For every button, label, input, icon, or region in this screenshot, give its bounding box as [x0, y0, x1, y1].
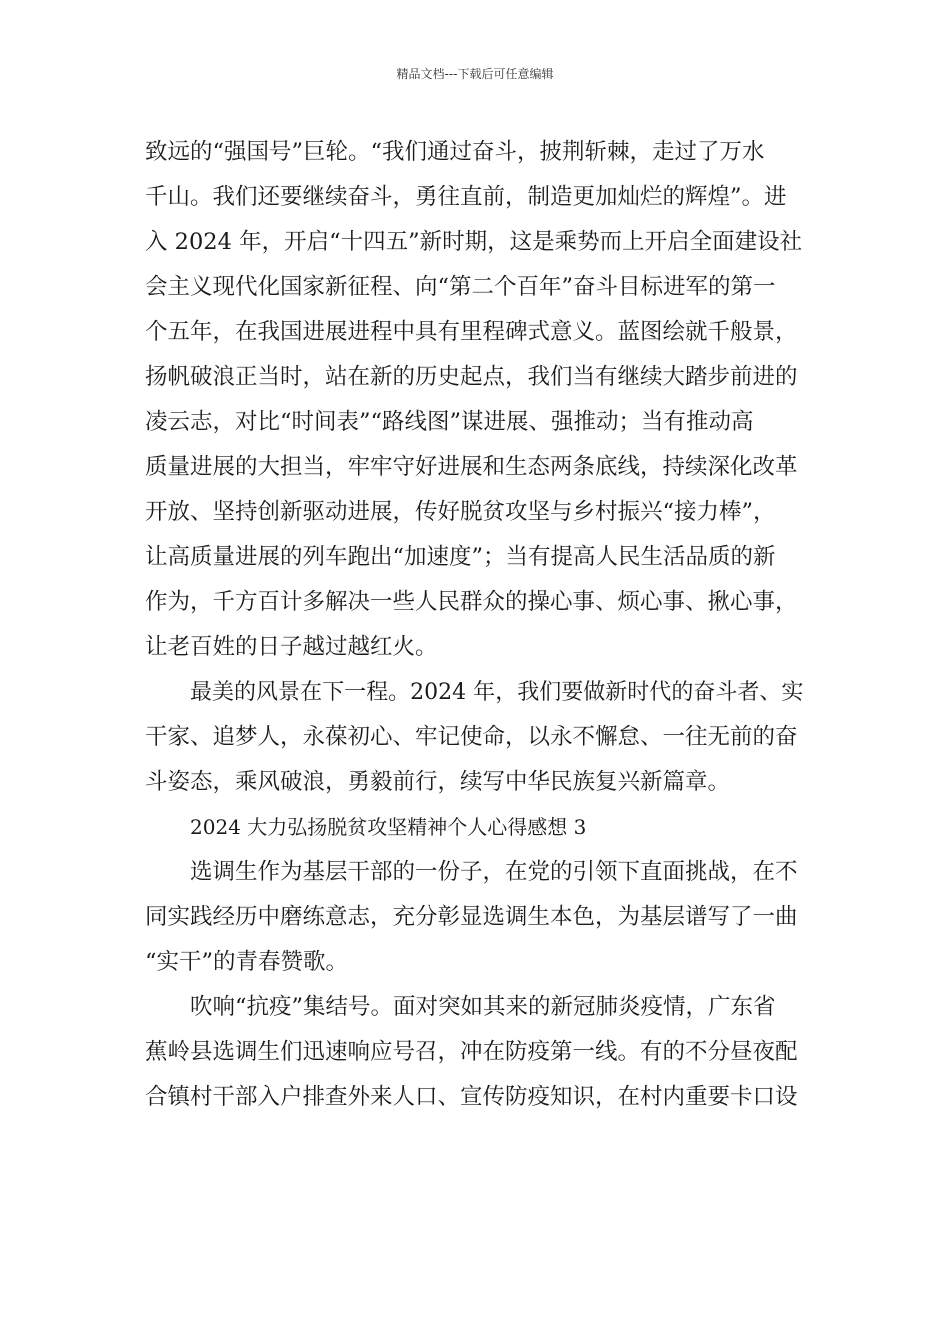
- text-line: 凌云志，对比“时间表”“路线图”谋进展、强推动；当有推动高: [145, 409, 754, 435]
- text-line: 斗姿态，乘风破浪，勇毅前行，续写中华民族复兴新篇章。: [145, 769, 731, 795]
- text-line: “实干”的青春赞歌。: [145, 949, 349, 975]
- text-line: 质量进展的大担当，牢牢守好进展和生态两条底线，持续深化改革: [145, 454, 798, 480]
- text-line: 会主义现代化国家新征程、向“第二个百年”奋斗目标进军的第一: [145, 274, 776, 300]
- paragraph-1: [145, 130, 807, 670]
- text-line: 干家、追梦人，永葆初心、牢记使命，以永不懈怠、一往无前的奋: [145, 724, 798, 750]
- text-line: 让高质量进展的列车跑出“加速度”；当有提高人民生活品质的新: [145, 544, 776, 570]
- text-line: 个五年，在我国进展进程中具有里程碑式意义。蓝图绘就千般景，: [145, 319, 798, 345]
- text-line: 开放、坚持创新驱动进展，传好脱贫攻坚与乡村振兴“接力棒”，: [145, 499, 776, 525]
- text-line: 致远的“强国号”巨轮。“我们通过奋斗，披荆斩棘，走过了万水: [145, 139, 765, 165]
- text-line: 让老百姓的日子越过越红火。: [145, 634, 438, 660]
- document-body: [145, 130, 807, 1120]
- page-header: 精品文档---下载后可任意编辑: [396, 67, 554, 81]
- text-line: 作为，千方百计多解决一些人民群众的操心事、烦心事、揪心事，: [145, 589, 798, 615]
- text-line: 合镇村干部入户排查外来人口、宣传防疫知识，在村内重要卡口设: [145, 1084, 798, 1110]
- text-line: 千山。我们还要继续奋斗，勇往直前，制造更加灿烂的辉煌”。进: [145, 184, 787, 210]
- paragraph-2: [145, 670, 807, 805]
- text-line: 同实践经历中磨练意志，充分彰显选调生本色，为基层谱写了一曲: [145, 904, 798, 930]
- text-line: 扬帆破浪正当时，站在新的历史起点，我们当有继续大踏步前进的: [145, 364, 798, 390]
- paragraph-3: [145, 850, 807, 985]
- section-heading: 2024 大力弘扬脱贫攻坚精神个人心得感想 3: [190, 815, 587, 839]
- text-line: 入 2024 年，开启“十四五”新时期，这是乘势而上开启全面建设社: [145, 229, 803, 255]
- text-line: 蕉岭县选调生们迅速响应号召，冲在防疫第一线。有的不分昼夜配: [145, 1039, 798, 1065]
- text-line: 最美的风景在下一程。2024 年，我们要做新时代的奋斗者、实: [190, 680, 804, 705]
- paragraph-4: [145, 985, 807, 1120]
- text-line: 选调生作为基层干部的一份子，在党的引领下直面挑战，在不: [190, 859, 798, 885]
- text-line: 吹响“抗疫”集结号。面对突如其来的新冠肺炎疫情，广东省: [190, 994, 776, 1020]
